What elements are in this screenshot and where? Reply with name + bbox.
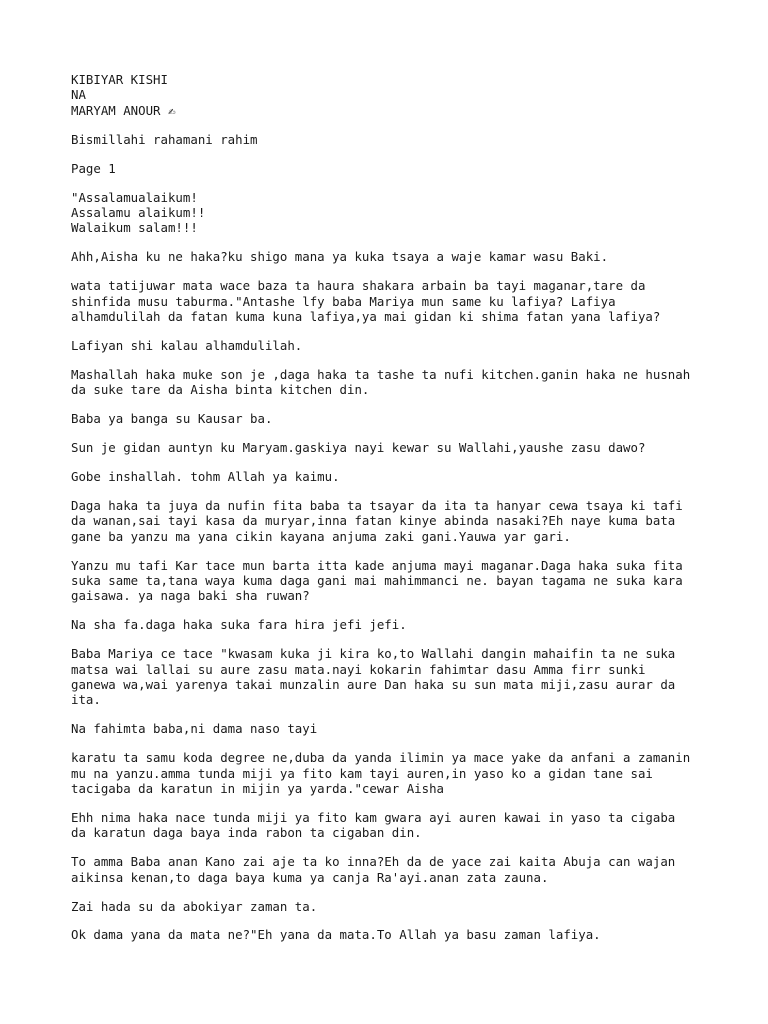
paragraph (71, 132, 711, 147)
text-line: Sun je gidan auntyn ku Maryam.gaskiya nayi kewar su Wallahi,yaushe zasu dawo? (71, 440, 646, 455)
text-line: Ehh nima haka nace tunda miji ya fito kam gwara ayi auren kawai in yaso ta cigaba (71, 809, 676, 825)
text-line: suka same ta,tana waya kuma daga gani mai mahimmanci ne. bayan tagama ne suka kara (71, 572, 683, 588)
text-line: Yanzu mu tafi Kar tace mun barta itta kade anjuma mayi maganar.Daga haka suka fita (71, 557, 683, 573)
text-line: Lafiyan shi kalau alhamdulilah. (71, 337, 303, 353)
text-line: da karatun daga baya inda rabon ta cigaban din. (71, 825, 422, 841)
text-line: karatu ta samu koda degree ne,duba da yanda ilimin ya mace yake da anfani a zamanin (71, 750, 691, 766)
text-line: Walaikum salam!!! (71, 220, 198, 236)
paragraph (71, 854, 711, 885)
paragraph (71, 249, 711, 264)
paragraph (71, 617, 711, 632)
text-line: Zai hada su da abokiyar zaman ta. (71, 898, 318, 914)
text-line: Page 1 (71, 160, 116, 176)
text-line: Ok dama yana da mata ne?"Eh yana da mata.To Allah ya basu zaman lafiya. (71, 927, 601, 943)
text-line: "Assalamualaikum! (71, 189, 198, 205)
text-line: Baba Mariya ce tace "kwasam kuka ji kira ko,to Wallahi dangin mahaifin ta ne suka (71, 646, 676, 662)
document-body (71, 72, 711, 956)
author-name: MARYAM ANOUR ✍ (71, 102, 176, 118)
text-line: alhamdulilah da fatan kuma kuna lafiya,ya mai gidan ki shima fatan yana lafiya? (71, 308, 661, 324)
paragraph (71, 411, 711, 426)
text-line: shinfida musu taburma."Antashe lfy baba Mariya mun same ku lafiya? Lafiya (71, 293, 616, 309)
paragraph (71, 721, 711, 736)
paragraph-list (71, 132, 711, 943)
paragraph (71, 278, 711, 324)
paragraph (71, 899, 711, 914)
text-line: aikinsa kenan,to daga baya kuma ya canja Ra'ayi.anan zata zauna. (71, 869, 549, 885)
text-line: ita. (71, 692, 101, 708)
paragraph (71, 367, 711, 398)
text-line: Baba ya banga su Kausar ba. (71, 411, 273, 427)
text-line: ganewa wa,wai yarenya takai munzalin aure Dan haka su sun mata miji,zasu aurar da (71, 676, 676, 692)
paragraph (71, 750, 711, 796)
paragraph (71, 558, 711, 604)
text-line: Gobe inshallah. tohm Allah ya kaimu. (71, 468, 340, 484)
text-line: To amma Baba anan Kano zai aje ta ko inna?Eh da de yace zai kaita Abuja can wajan (71, 854, 676, 870)
text-line: wata tatijuwar mata wace baza ta haura shakara arbain ba tayi maganar,tare da (71, 278, 646, 294)
text-line: mu na yanzu.amma tunda miji ya fito kam tayi auren,in yaso ko a gidan tane sai (71, 765, 653, 781)
paragraph (71, 338, 711, 353)
paragraph (71, 190, 711, 236)
paragraph (71, 646, 711, 708)
paragraph (71, 440, 711, 455)
text-line: Na sha fa.daga haka suka fara hira jefi jefi. (71, 617, 407, 633)
paragraph (71, 469, 711, 484)
text-line: tacigaba da karatun in mijin ya yarda."cewar Aisha (71, 781, 444, 796)
title-block (71, 72, 711, 118)
paragraph (71, 927, 711, 942)
text-line: gane ba yanzu ma yana cikin kayana anjuma zaki gani.Yauwa yar gari. (71, 528, 571, 544)
text-line: Ahh,Aisha ku ne haka?ku shigo mana ya kuka tsaya a waje kamar wasu Baki. (71, 249, 609, 265)
text-line: da suke tare da Aisha binta kitchen din. (71, 382, 370, 398)
text-line: matsa wai lallai su aure zasu mata.nayi kokarin fahimtar dasu Amma firr sunki (71, 661, 646, 677)
text-line: gaisawa. ya naga baki sha ruwan? (71, 588, 310, 604)
paragraph (71, 161, 711, 176)
paragraph (71, 810, 711, 841)
text-line: Daga haka ta juya da nufin fita baba ta tsayar da ita ta hanyar cewa tsaya ki tafi (71, 497, 683, 513)
paragraph (71, 498, 711, 544)
text-line: da wanan,sai tayi kasa da muryar,inna fatan kinye abinda nasaki?Eh naye kuma bata (71, 513, 676, 529)
title-connector: NA (71, 87, 86, 103)
text-line: Na fahimta baba,ni dama naso tayi (71, 721, 318, 737)
text-line: Bismillahi rahamani rahim (71, 131, 258, 147)
text-line: Mashallah haka muke son je ,daga haka ta tashe ta nufi kitchen.ganin haka ne husnah (71, 366, 691, 382)
text-line: Assalamu alaikum!! (71, 204, 206, 220)
story-title: KIBIYAR KISHI (71, 72, 168, 87)
